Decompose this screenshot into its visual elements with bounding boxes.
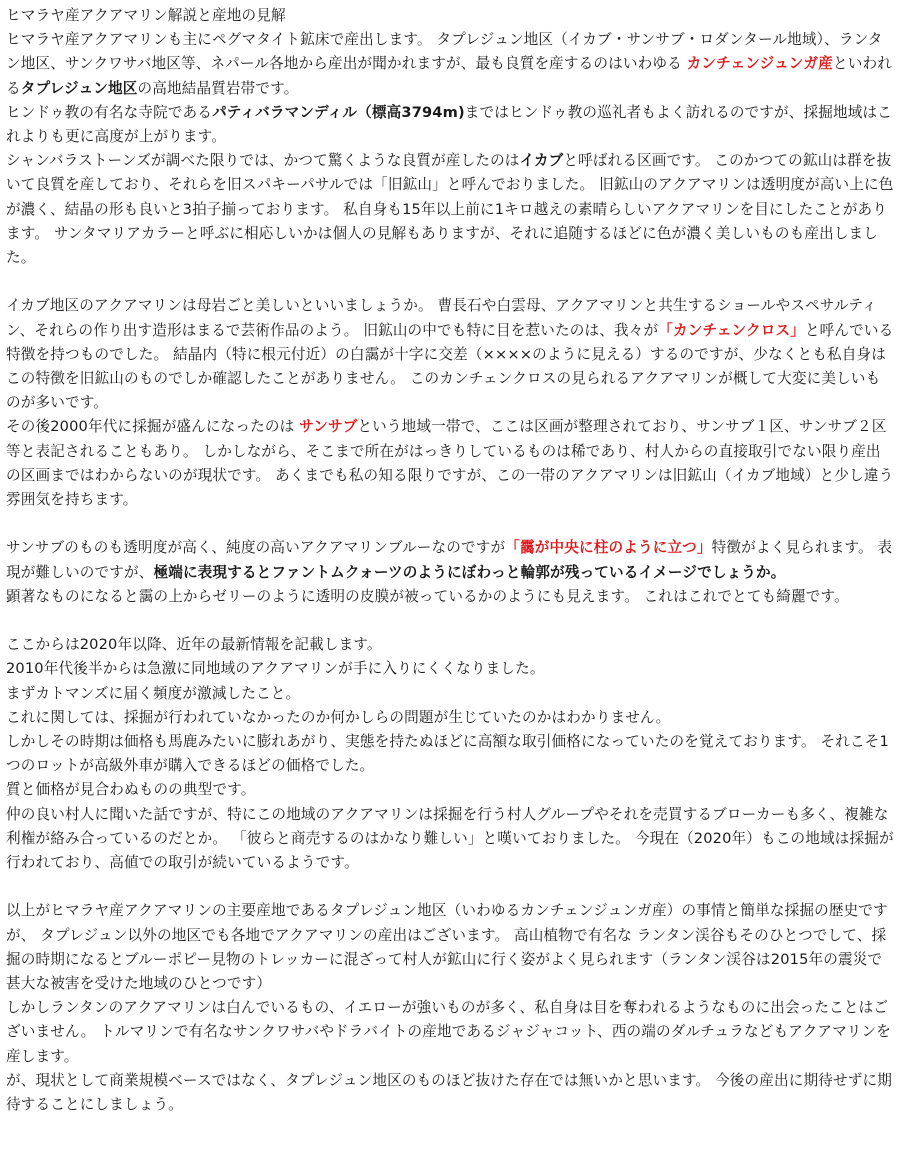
- text-segment: シャンバラストーンズが調べた限りでは、かつて驚くような良質が産したのは: [6, 152, 520, 170]
- text-segment: その後2000年代に採掘が盛んになったのは: [6, 418, 300, 436]
- text-segment: まではヒンドゥ教の巡礼者もよく訪れるのですが、採掘地域はこれよりも更に高度が上がります。: [6, 103, 893, 146]
- paragraph-kanchen-cross: [6, 294, 894, 415]
- recent-line: まずカトマンズに届く頻度が激減したこと。: [6, 684, 301, 702]
- recent-line: 仲の良い村人に聞いた話ですが、特にこの地域のアクアマリンは採掘を行う村人グループやそれを売買するブローカーも多く、複雑な利権が絡み合っているのだとか。 「彼らと商売するのはかなり難しい」と嘆いておりました。 今現在（2020年）もこの地域は採掘が行われており、高値での取引が続いているようです。: [6, 805, 894, 872]
- bold-taplejung: タプレジュン地区: [20, 79, 138, 97]
- paragraph-spacer: [6, 609, 894, 633]
- text-segment: イカブ地区のアクアマリンは母岩ごと美しいといいましょうか。 曹長石や白雲母、アクアマリンと共生するショールやスペサルティン、それらの作り出す造形はまるで芸術作品のよう。 旧鉱山の中でも特に目を惹いたのは、我々が: [6, 297, 877, 339]
- summary-line: が、現状として商業規模ベースではなく、タプレジュン地区のものほど抜けた存在では無いかと思います。 今後の産出に期待せずに期待することにしましょう。: [6, 1071, 892, 1114]
- paragraph-spacer: [6, 270, 894, 294]
- bold-phantom-quartz: 極端に表現するとファントムクォーツのようにぼわっと輪郭が残っているイメージでしょうか。: [153, 563, 786, 581]
- paragraph-sansab-features: [6, 536, 894, 609]
- summary-line: 以上がヒマラヤ産アクアマリンの主要産地であるタプレジュン地区（いわゆるカンチェンジュンガ産）の事情と簡単な採掘の歴史ですが、 タプレジュン以外の地区でも各地でアクアマリンの産出はございます。 高山植物で有名な ランタン渓谷もそのひとつでして、採掘の時期になるとブルーポピー見物のトレッカーに混ざって村人が鉱山に行く姿がよく見られます（ランタン渓谷は2015年の震災で甚大な被害を受けた地域のひとつです）: [6, 902, 888, 993]
- summary-line: しかしランタンのアクアマリンは白んでいるもの、イエローが強いものが多く、私自身は目を奪われるようなものに出会ったことはございません。 トルマリンで有名なサンクワサバやドラバイトの産地であるジャジャコット、西の端のダルチュラなどもアクアマリンを産します。: [6, 999, 892, 1065]
- recent-line: しかしその時期は価格も馬鹿みたいに膨れあがり、実態を持たぬほどに高額な取引価格になっていたのを覚えております。 それこそ1つのロットが高級外車が購入できるほどの価格でした。: [6, 733, 889, 775]
- highlight-kanchenjunga: カンチェンジュンガ産: [686, 55, 834, 73]
- text-segment: といわれる: [6, 55, 892, 97]
- highlight-sansab: サンサブ: [299, 418, 358, 436]
- recent-line: 2010年代後半からは急激に同地域のアクアマリンが手に入りにくくなりました。: [6, 660, 545, 678]
- text-segment: という地域一帯で、ここは区画が整理されており、サンサブ１区、サンサブ２区等と表記されることもあり。 しかしながら、そこまで所在がはっきりしているものは稀であり、村人からの直接取引でない限り産出の区画まではわからないのが現状です。 あくまでも私の知る限りですが、この一帯のアクアマリンは旧鉱山（イカブ地域）と少し違う雰囲気を持ちます。: [6, 418, 894, 509]
- text-segment: と呼ばれる区画です。 このかつての鉱山は群を抜いて良質を産しており、それらを旧スパキーパサルでは「旧鉱山」と呼んでおりました。 旧鉱山のアクアマリンは透明度が高い上に色が濃く、結晶の形も良いと3拍子揃っております。 私自身も15年以上前に1キロ越えの素晴らしいアクアマリンを目にしたことがあります。 サンタマリアカラーと呼ぶに相応しいかは個人の見解もありますが、それに追随するほどに色が濃く美しいものも産出しました。: [6, 152, 894, 267]
- bold-ikabu: イカブ: [519, 152, 564, 170]
- text-segment: 特徴がよく見られます。 表現が難しいのですが、: [6, 539, 893, 581]
- text-segment: 顕著なものになると靄の上からゼリーのように透明の皮膜が被っているかのようにも見えます。 これはこれでとても綺麗です。: [6, 587, 849, 605]
- highlight-kanchen-cross: 「カンチェンクロス」: [658, 321, 805, 339]
- text-segment: サンサブのものも透明度が高く、純度の高いアクアマリンブルーなのですが: [6, 539, 506, 557]
- paragraph-ikabu: [6, 149, 894, 270]
- text-segment: の高地結晶質岩帯です。: [137, 79, 299, 97]
- highlight-pillar-mist: 「靄が中央に柱のように立つ」: [505, 539, 712, 557]
- paragraph-sansab: [6, 415, 894, 512]
- paragraph-spacer: [6, 875, 894, 899]
- paragraph-spacer: [6, 512, 894, 536]
- recent-line: 質と価格が見合わぬものの典型です。: [6, 781, 256, 799]
- recent-line: ここからは2020年以降、近年の最新情報を記載します。: [6, 636, 382, 654]
- text-segment: ヒンドゥ教の有名な寺院である: [6, 103, 213, 121]
- recent-line: これに関しては、採掘が行われていなかったのか何かしらの問題が生じていたのかはわかりません。: [6, 708, 671, 726]
- paragraph-temple: [6, 101, 894, 149]
- text-segment: と呼んでいる特徴を持つものでした。 結晶内（特に根元付近）の白靄が十字に交差（××××のように見える）するのですが、少なくとも私自身はこの特徴を旧鉱山のものでしか確認したことがありません。 このカンチェンクロスの見られるアクアマリンが概して大変に美しいものが多いです。: [6, 321, 894, 412]
- article-title: ヒマラヤ産アクアマリン解説と産地の見解: [6, 7, 286, 24]
- text-segment: ヒマラヤ産アクアマリンも主にペグマタイト鉱床で産出します。 タプレジュン地区（イカブ・サンサブ・ロダンタール地域）、ランタン地区、サンクワサバ地区等、ネパール各地から産出が聞かれますが、最も良質を産するのはいわゆる: [6, 31, 883, 73]
- bold-pathibhara: パティバラマンディル（標高3794m): [212, 103, 465, 121]
- paragraph-origin: [6, 28, 894, 101]
